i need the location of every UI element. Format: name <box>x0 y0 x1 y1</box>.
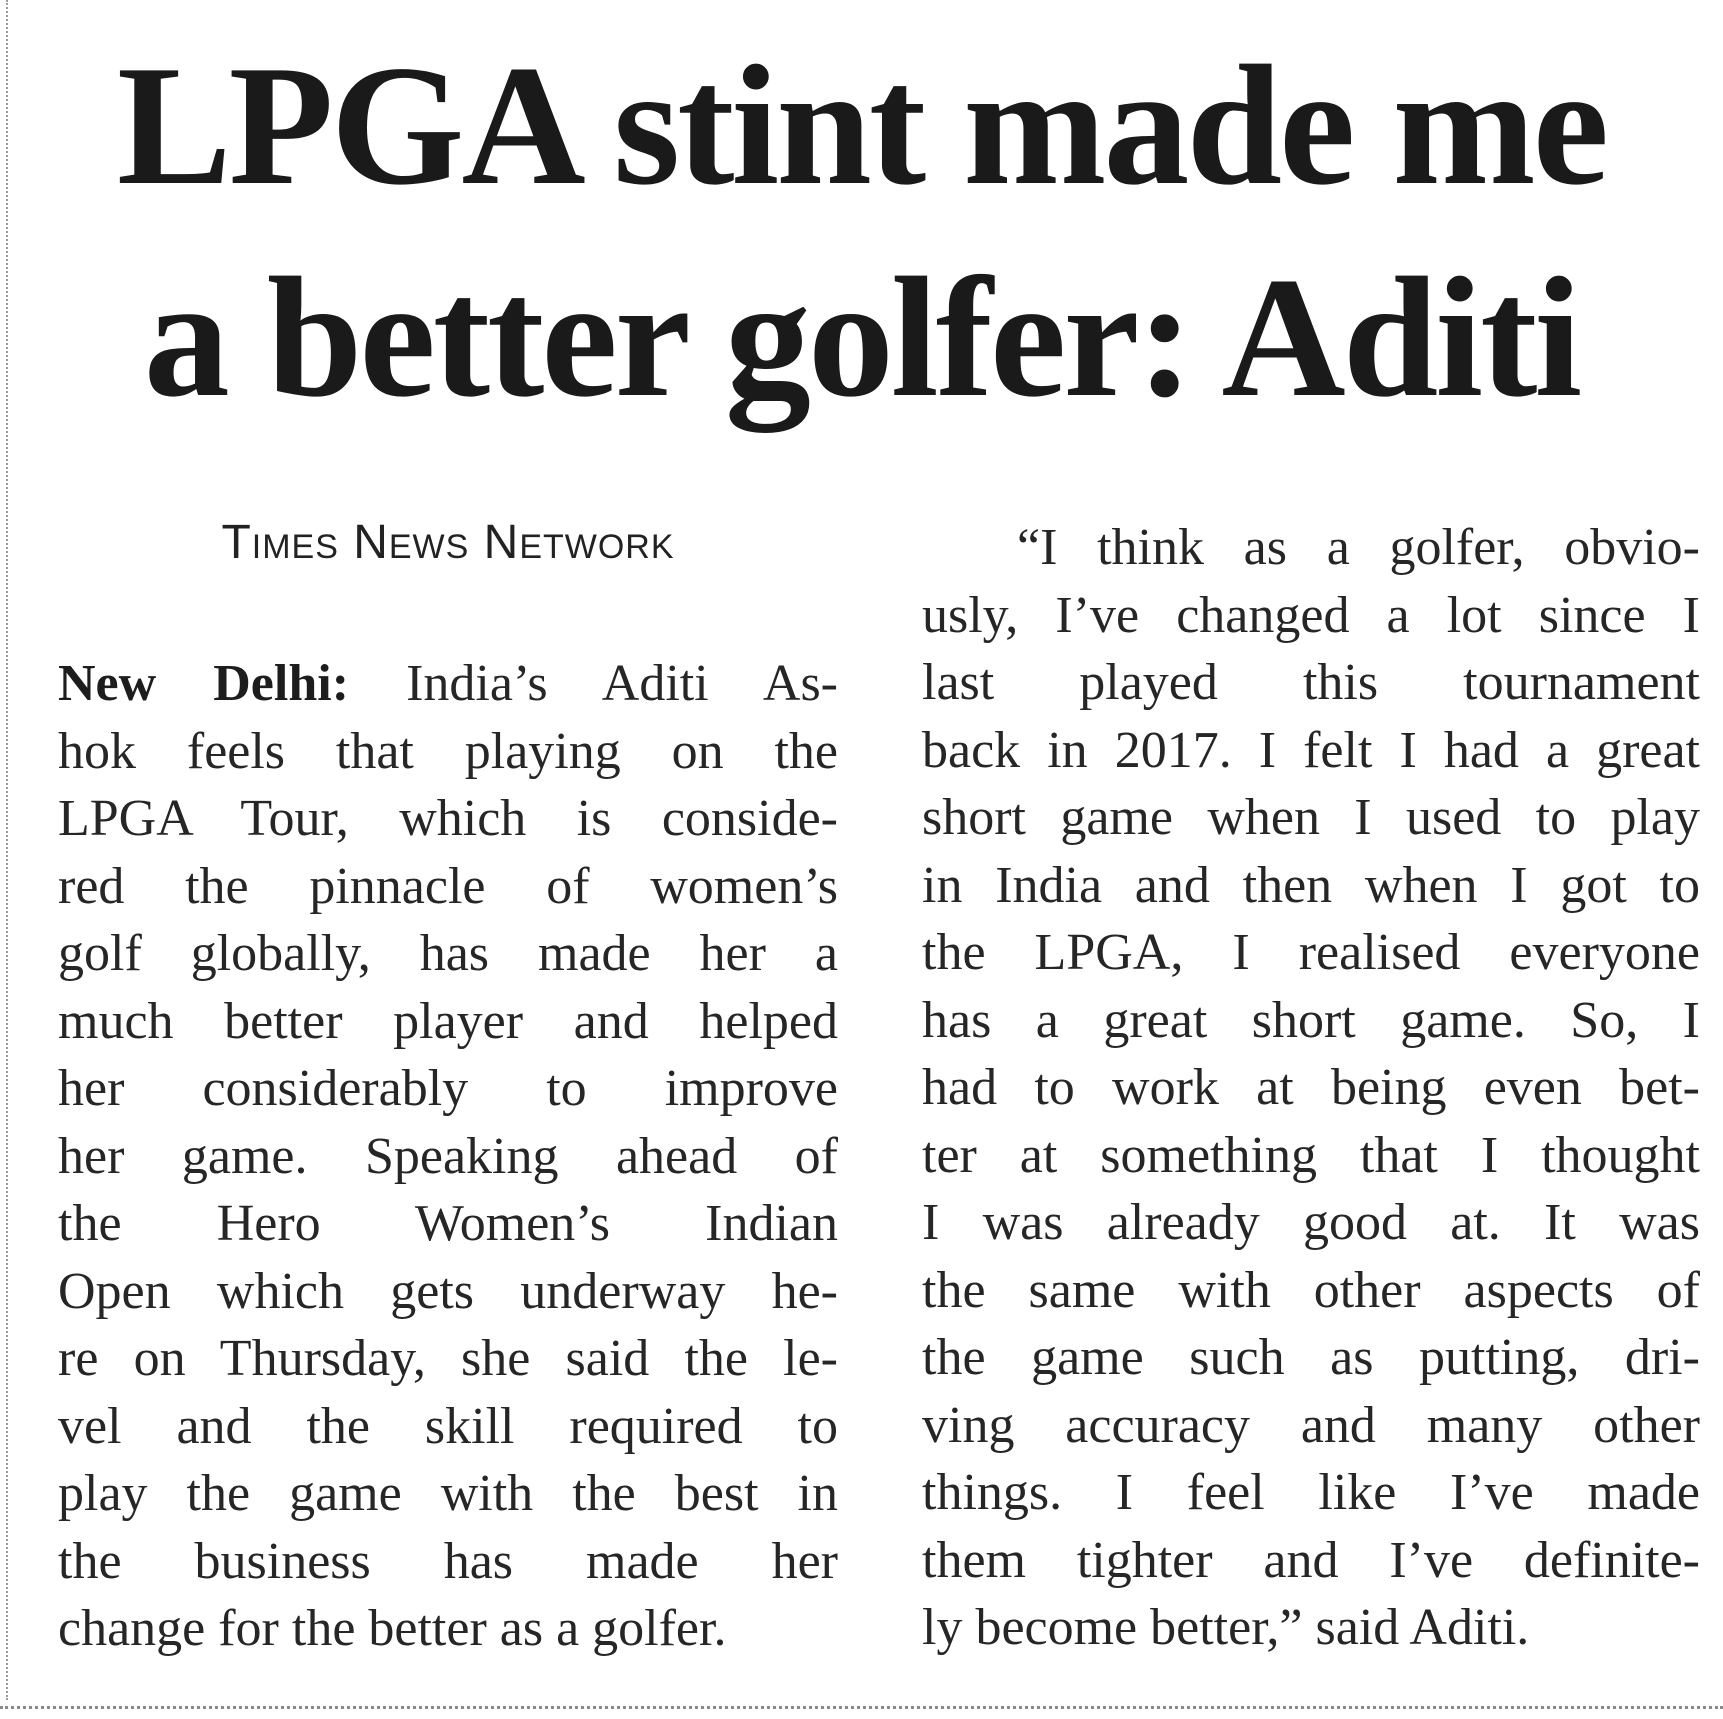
clipping-left-border <box>6 0 8 1700</box>
quote-line: in India and then when I got to <box>922 856 1700 914</box>
article-headline <box>30 20 1693 444</box>
article-column-right <box>922 514 1700 1662</box>
headline-line-1: LPGA stint made me <box>116 31 1607 221</box>
quote-line: short game when I used to play <box>922 789 1700 846</box>
body-line: re on Thursday, she said the le- <box>58 1330 838 1387</box>
body-line <box>58 650 838 718</box>
dateline: New Delhi: <box>58 655 350 712</box>
quote-line: the game such as putting, dri- <box>922 1329 1700 1386</box>
body-line: much better player and helped <box>58 992 838 1050</box>
article-column-left <box>58 650 838 1663</box>
quote-line: the LPGA, I realised everyone <box>922 924 1700 981</box>
body-line: vel and the skill required to <box>58 1397 838 1455</box>
quote-line: ving accuracy and many other <box>922 1396 1700 1454</box>
quote-line: them tighter and I’ve definite- <box>922 1531 1700 1589</box>
body-line: the business has made her <box>58 1532 838 1590</box>
body-line: LPGA Tour, which is conside- <box>58 790 838 847</box>
body-line: golf globally, has made her a <box>58 925 838 982</box>
quote-line: the same with other aspects of <box>922 1261 1700 1319</box>
body-line: her considerably to improve <box>58 1060 838 1117</box>
quote-line: has a great short game. So, I <box>922 991 1700 1049</box>
quote-line: ly become better,” said Aditi. <box>922 1599 1530 1656</box>
quote-line: had to work at being even bet- <box>922 1059 1700 1116</box>
body-text: India’s Aditi As- <box>349 655 838 712</box>
byline: Times News Network <box>221 516 675 569</box>
body-line: the Hero Women’s Indian <box>58 1195 838 1252</box>
clipping-bottom-border <box>0 1706 1723 1709</box>
quote-line: usly, I’ve changed a lot since I <box>922 586 1700 644</box>
body-line: her game. Speaking ahead of <box>58 1127 838 1185</box>
body-line: hok feels that playing on the <box>58 722 838 780</box>
body-line: play the game with the best in <box>58 1465 838 1522</box>
quote-line: back in 2017. I felt I had a great <box>922 721 1700 779</box>
quote-line: I was already good at. It was <box>922 1194 1700 1251</box>
body-line: change for the better as a golfer. <box>58 1600 727 1657</box>
quote-line: things. I feel like I’ve made <box>922 1464 1700 1521</box>
quote-line: last played this tournament <box>922 654 1700 711</box>
headline-line-2: a better golfer: Aditi <box>143 243 1580 433</box>
quote-line: ter at something that I thought <box>922 1126 1700 1184</box>
body-line: red the pinnacle of women’s <box>58 857 838 915</box>
body-line: Open which gets underway he- <box>58 1262 838 1320</box>
quote-line: “I think as a golfer, obvio- <box>1017 519 1700 576</box>
